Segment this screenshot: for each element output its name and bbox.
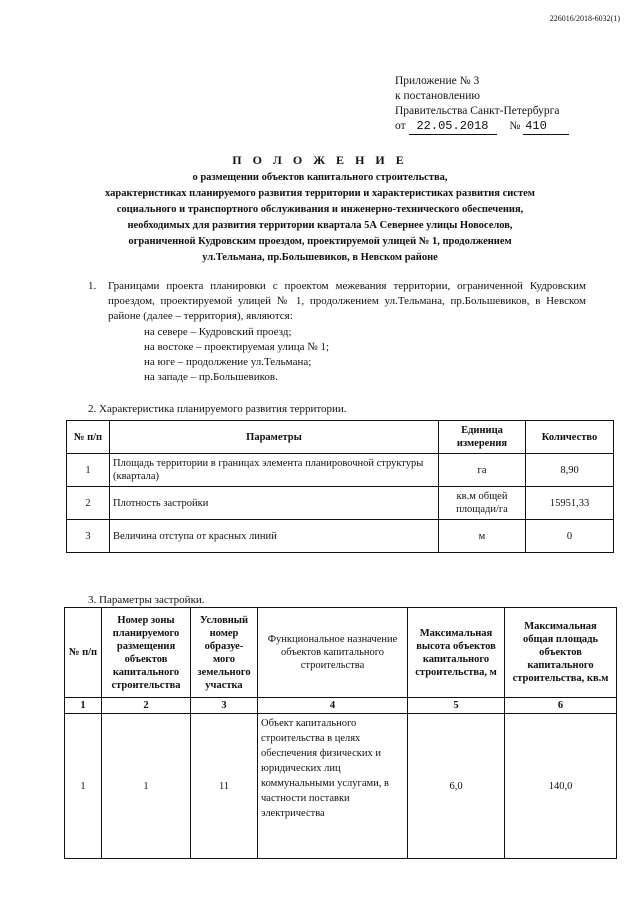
boundary-north: на севере – Кудровский проезд; — [144, 326, 292, 338]
header-quantity: Количество — [526, 421, 614, 454]
section-2-heading: 2. Характеристика планируемого развития территории. — [88, 403, 347, 415]
row-value: 0 — [526, 520, 614, 553]
column-number: 1 — [65, 698, 102, 714]
header-parameters: Параметры — [110, 421, 439, 454]
column-number: 5 — [408, 698, 505, 714]
subtitle-line: ограниченной Кудровским проездом, проектируемой улицей № 1, продолжением — [128, 236, 512, 247]
resolution-date: 22.05.2018 — [409, 119, 497, 135]
row-parameter: Площадь территории в границах элемента планировочной структуры (квартала) — [110, 454, 439, 487]
row-unit: м — [439, 520, 526, 553]
section-1-text: Границами проекта планировки с проектом межевания территории, ограниченной Кудровским проездом, проектируемой улицей № 1, продолжением ул.Тельмана, пр.Большевиков, в Невском районе (далее – территория), являются: — [108, 280, 586, 322]
row-number: 3 — [67, 520, 110, 553]
table-row — [67, 520, 614, 553]
row-zone: 1 — [102, 714, 191, 859]
row-purpose: Объект капитального строительства в целях обеспечения физических и юридических лиц коммунальными услугами, в частности поставки электричества — [258, 714, 408, 859]
column-number: 2 — [102, 698, 191, 714]
row-parameter: Величина отступа от красных линий — [110, 520, 439, 553]
document-subtitle — [60, 170, 580, 266]
subtitle-line: необходимых для развития территории квартала 5А Севернее улицы Новоселов, — [127, 220, 513, 231]
appendix-line-2: к постановлению — [395, 90, 480, 102]
row-number: 1 — [65, 714, 102, 859]
row-plot: 11 — [191, 714, 258, 859]
subtitle-line: характеристиках планируемого развития территории и характеристиках развития систем — [105, 188, 535, 199]
from-label: от — [395, 120, 406, 132]
row-value: 8,90 — [526, 454, 614, 487]
resolution-number: 410 — [523, 119, 569, 135]
boundary-east: на востоке – проектируемая улица № 1; — [144, 341, 330, 353]
table-header-row — [67, 421, 614, 454]
boundary-west: на западе – пр.Большевиков. — [144, 371, 278, 383]
row-parameter: Плотность застройки — [110, 487, 439, 520]
row-area: 140,0 — [505, 714, 617, 859]
header-plot: Условный номер образуе-мого земельного участка — [191, 608, 258, 698]
document-title: П О Л О Ж Е Н И Е — [232, 153, 408, 167]
table-row — [65, 714, 617, 859]
document-id: 226016/2018-6032(1) — [549, 14, 620, 23]
header-number: № п/п — [67, 421, 110, 454]
row-number: 1 — [67, 454, 110, 487]
header-number: № п/п — [65, 608, 102, 698]
column-number: 4 — [258, 698, 408, 714]
table-header-row — [65, 608, 617, 698]
column-numbers-row — [65, 698, 617, 714]
boundaries-list — [144, 325, 329, 385]
table-row — [67, 454, 614, 487]
header-height: Максимальная высота объектов капитального строительства, м — [408, 608, 505, 698]
row-height: 6,0 — [408, 714, 505, 859]
appendix-line-1: Приложение № 3 — [395, 75, 480, 87]
subtitle-line: ул.Тельмана, пр.Большевиков, в Невском районе — [202, 252, 438, 263]
row-number: 2 — [67, 487, 110, 520]
section-1-number: 1. — [88, 280, 97, 292]
appendix-block — [395, 74, 569, 135]
section-3-heading: 3. Параметры застройки. — [88, 594, 205, 606]
territory-parameters-table — [66, 420, 614, 553]
number-label: № — [509, 120, 521, 132]
appendix-line-3: Правительства Санкт-Петербурга — [395, 105, 560, 117]
column-number: 3 — [191, 698, 258, 714]
table-row — [67, 487, 614, 520]
header-purpose: Функциональное назначение объектов капитального строительства — [258, 608, 408, 698]
appendix-date-line — [395, 119, 569, 135]
header-unit: Единица измерения — [439, 421, 526, 454]
header-area: Максимальная общая площадь объектов капитального строительства, кв.м — [505, 608, 617, 698]
subtitle-line: социального и транспортного обслуживания и инженерно-технического обеспечения, — [116, 204, 524, 215]
row-unit: га — [439, 454, 526, 487]
column-number: 6 — [505, 698, 617, 714]
subtitle-line: о размещении объектов капитального строительства, — [192, 172, 448, 183]
row-value: 15951,33 — [526, 487, 614, 520]
building-parameters-table — [64, 607, 617, 859]
boundary-south: на юге – продолжение ул.Тельмана; — [144, 356, 312, 368]
row-unit: кв.м общей площади/га — [439, 487, 526, 520]
header-zone: Номер зоны планируемого размещения объектов капитального строительства — [102, 608, 191, 698]
